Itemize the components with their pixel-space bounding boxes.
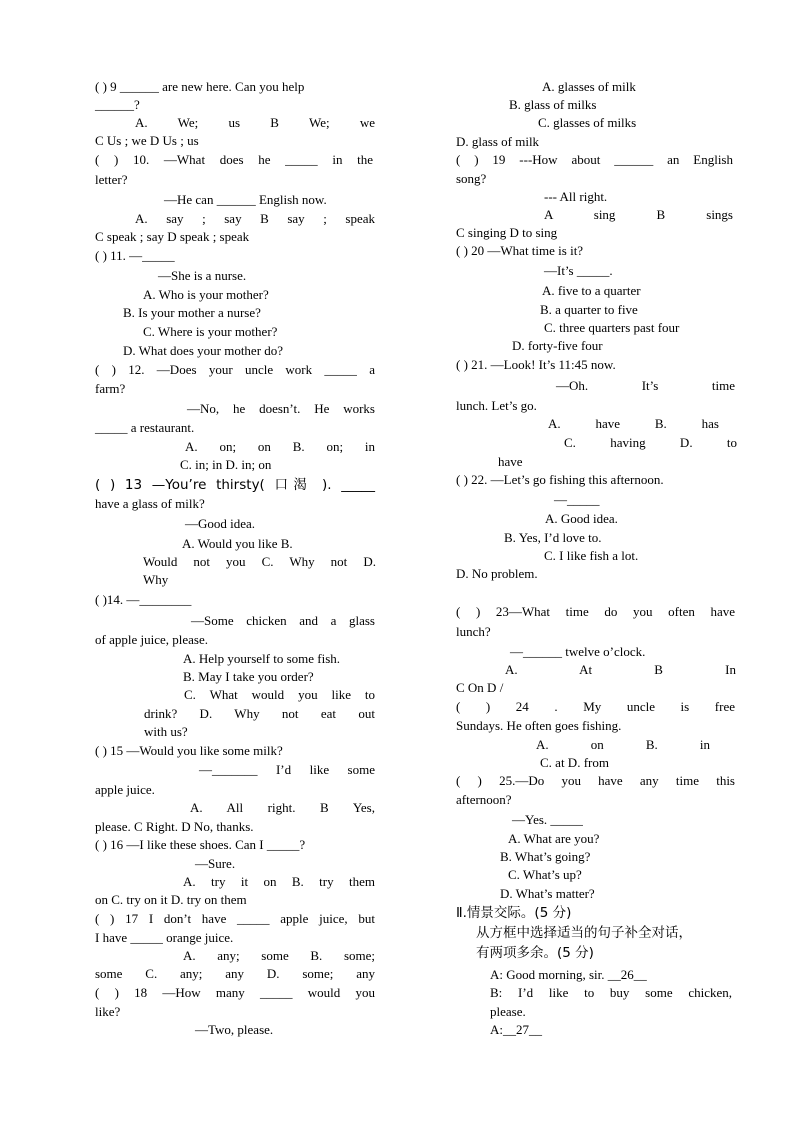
right-text-line: A. What are you? (508, 831, 600, 846)
right-text-line: D. What’s matter? (500, 886, 595, 901)
left-text-line: A. say ; say B say ; speak (135, 211, 375, 226)
right-text-line: ( ) 19 ---How about ______ an English (456, 152, 733, 167)
left-text-line: some C. any; any D. some; any (95, 966, 375, 981)
left-text-line: Would not you C. Why not D. (143, 554, 376, 569)
left-text-line: ( ) 13 —You’re thirsty( 口渴 ). _____ (95, 477, 375, 493)
right-text-line: C. three quarters past four (544, 320, 680, 335)
left-text-line: A. Who is your mother? (143, 287, 269, 302)
left-text-line: with us? (144, 724, 188, 739)
right-text-line: ( ) 24 . My uncle is free (456, 699, 735, 714)
left-text-line: have a glass of milk? (95, 496, 205, 511)
left-text-line: A. All right. B Yes, (190, 800, 375, 815)
left-text-line: I have _____ orange juice. (95, 930, 234, 945)
right-text-line: A. have B. has (548, 416, 719, 431)
left-text-line: like? (95, 1004, 121, 1019)
right-text-line: C. glasses of milks (538, 115, 637, 130)
right-text-line: D. forty-five four (512, 338, 603, 353)
right-text-line: song? (456, 171, 487, 186)
left-text-line: ( ) 15 —Would you like some milk? (95, 743, 283, 758)
left-text-line: on C. try on it D. try on them (95, 892, 247, 907)
left-text-line: C. Where is your mother? (143, 324, 278, 339)
right-text-line: A. five to a quarter (542, 283, 641, 298)
right-text-line: C. I like fish a lot. (544, 548, 639, 563)
right-text-line: C On D / (456, 680, 504, 695)
left-text-line: —Sure. (195, 856, 236, 871)
left-text-line: A. Help yourself to some fish. (183, 651, 341, 666)
right-text-line: ( ) 23—What time do you often have (456, 604, 735, 619)
right-text-line: A sing B sings (544, 207, 733, 222)
left-text-line: ______? (95, 97, 140, 112)
right-text-line: ( ) 22. —Let’s go fishing this afternoon. (456, 472, 664, 487)
left-text-line: ( )14. —________ (95, 592, 192, 607)
right-text-line: A: Good morning, sir. __26__ (490, 967, 647, 982)
left-text-line: C speak ; say D speak ; speak (95, 229, 250, 244)
right-text-line: A. on B. in (536, 737, 710, 752)
right-text-line: lunch. Let’s go. (456, 398, 537, 413)
right-text-line: A:__27__ (490, 1022, 542, 1037)
left-text-line: A. try it on B. try them (183, 874, 375, 889)
right-text-line: have (498, 454, 523, 469)
left-text-line: A. Would you like B. (182, 536, 293, 551)
left-text-line: A. We; us B We; we (135, 115, 375, 130)
left-text-line: C. What would you like to (184, 687, 375, 702)
left-text-line: A. any; some B. some; (183, 948, 375, 963)
left-text-line: —She is a nurse. (158, 268, 247, 283)
right-text-line: ( ) 21. —Look! It’s 11:45 now. (456, 357, 616, 372)
right-text-line: B: I’d like to buy some chicken, (490, 985, 732, 1000)
right-text-line: B. glass of milks (509, 97, 597, 112)
right-text-line: D. glass of milk (456, 134, 540, 149)
left-text-line: farm? (95, 381, 126, 396)
right-text-line: —Yes. _____ (512, 812, 583, 827)
right-text-line: B. a quarter to five (540, 302, 638, 317)
right-text-line: B. What’s going? (500, 849, 591, 864)
right-text-line: ( ) 25.—Do you have any time this (456, 773, 735, 788)
left-text-line: Why (143, 572, 169, 587)
right-text-line: C singing D to sing (456, 225, 558, 240)
right-text-line: afternoon? (456, 792, 512, 807)
left-text-line: apple juice. (95, 782, 155, 797)
left-text-line: letter? (95, 172, 128, 187)
left-text-line: drink? D. Why not eat out (144, 706, 375, 721)
right-text-line: C. at D. from (540, 755, 609, 770)
left-text-line: D. What does your mother do? (123, 343, 284, 358)
left-text-line: ( ) 18 —How many _____ would you (95, 985, 375, 1000)
left-text-line: A. on; on B. on; in (185, 439, 375, 454)
right-text-line: 从方框中选择适当的句子补全对话， (476, 925, 692, 941)
left-text-line: ( ) 9 ______ are new here. Can you help (95, 79, 305, 94)
right-text-line: A. glasses of milk (542, 79, 636, 94)
left-text-line: ( ) 16 —I like these shoes. Can I _____? (95, 837, 306, 852)
right-text-line: —______ twelve o’clock. (510, 644, 646, 659)
right-text-line: lunch? (456, 624, 491, 639)
right-text-line: A. At B In (505, 662, 736, 677)
left-text-line: —_______ I’d like some (199, 762, 375, 777)
right-text-line: —_____ (554, 492, 600, 507)
left-text-line: —He can ______ English now. (164, 192, 327, 207)
right-text-line: —It’s _____. (544, 263, 613, 278)
right-text-line: C. having D. to (564, 435, 737, 450)
right-text-line: --- All right. (544, 189, 608, 204)
left-text-line: —Good idea. (185, 516, 256, 531)
left-text-line: _____ a restaurant. (95, 420, 195, 435)
right-text-line: Ⅱ.情景交际。(5 分) (456, 905, 572, 921)
right-text-line: C. What’s up? (508, 867, 582, 882)
left-text-line: ( ) 10. —What does he _____ in the (95, 152, 373, 167)
left-text-line: ( ) 11. —_____ (95, 248, 175, 263)
right-text-line: D. No problem. (456, 566, 538, 581)
left-text-line: B. Is your mother a nurse? (123, 305, 261, 320)
right-text-line: Sundays. He often goes fishing. (456, 718, 622, 733)
left-text-line: of apple juice, please. (95, 632, 208, 647)
right-text-line: ( ) 20 —What time is it? (456, 243, 584, 258)
left-text-line: C. in; in D. in; on (180, 457, 272, 472)
left-text-line: —No, he doesn’t. He works (187, 401, 375, 416)
right-text-line: —Oh. It’s time (556, 378, 735, 393)
left-text-line: please. C Right. D No, thanks. (95, 819, 254, 834)
left-text-line: —Some chicken and a glass (191, 613, 375, 628)
left-text-line: ( ) 12. —Does your uncle work _____ a (95, 362, 375, 377)
right-text-line: please. (490, 1004, 526, 1019)
right-text-line: 有两项多余。(5 分) (476, 945, 594, 961)
left-text-line: B. May I take you order? (183, 669, 314, 684)
left-text-line: —Two, please. (195, 1022, 274, 1037)
right-text-line: B. Yes, I’d love to. (504, 530, 602, 545)
left-text-line: ( ) 17 I don’t have _____ apple juice, but (95, 911, 375, 926)
left-text-line: C Us ; we D Us ; us (95, 133, 199, 148)
right-text-line: A. Good idea. (545, 511, 618, 526)
